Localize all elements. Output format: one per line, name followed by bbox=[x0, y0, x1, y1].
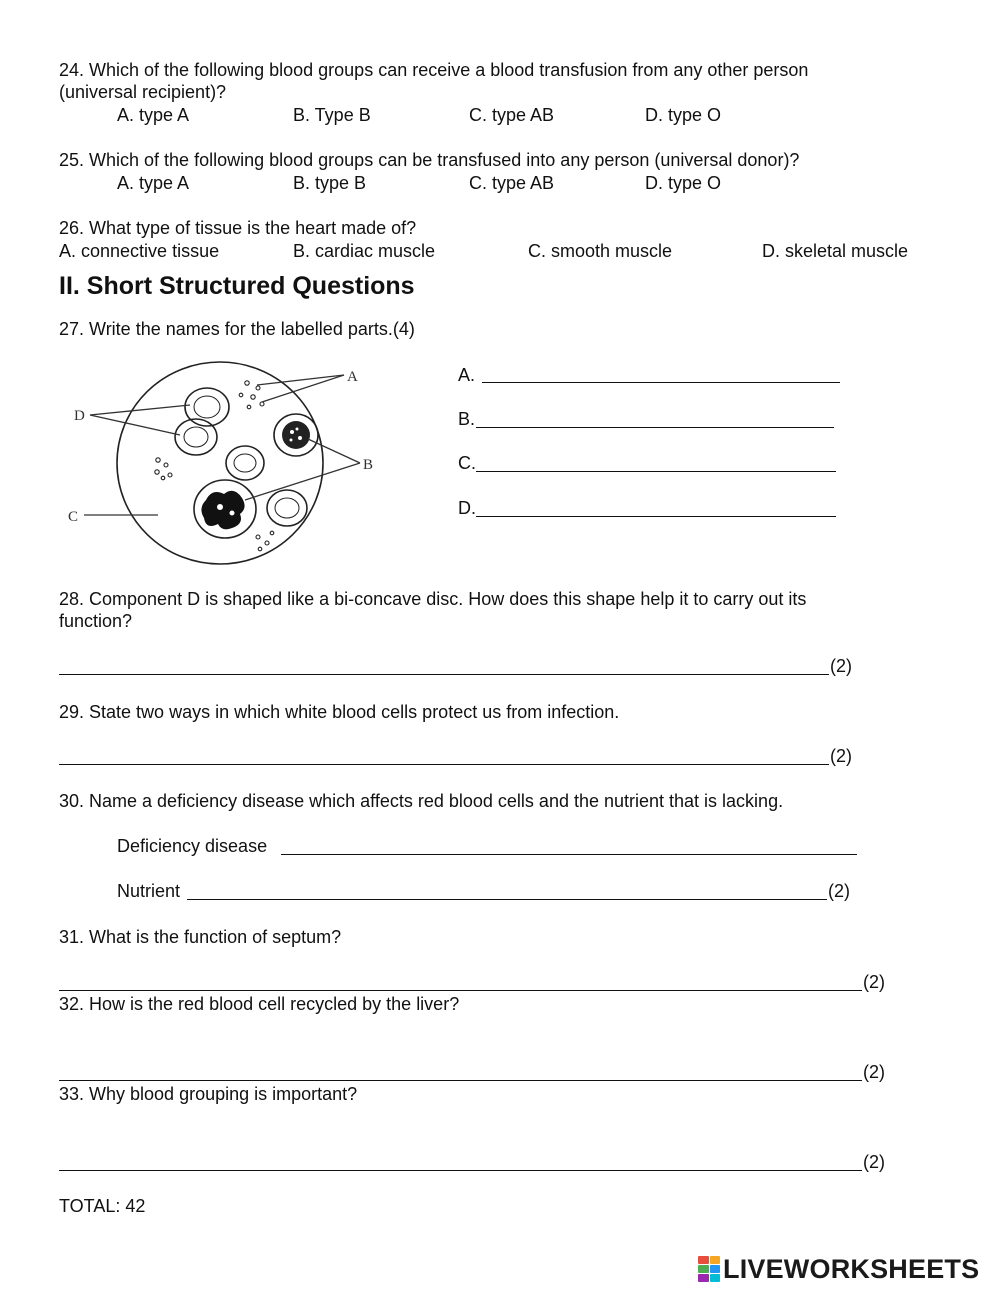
deficiency-disease-input[interactable] bbox=[281, 854, 857, 855]
q25-option-b[interactable]: B. type B bbox=[293, 173, 367, 193]
q24-text-line2: (universal recipient)? bbox=[59, 82, 227, 102]
q30-text: 30. Name a deficiency disease which affects red blood cells and the nutrient that is lacking. bbox=[59, 791, 784, 811]
q33-text: 33. Why blood grouping is important? bbox=[59, 1084, 358, 1104]
deficiency-disease-label: Deficiency disease bbox=[117, 836, 268, 856]
q28-marks: (2) bbox=[830, 656, 852, 676]
logo-square-1 bbox=[698, 1256, 709, 1264]
answer-a-input[interactable] bbox=[482, 382, 840, 383]
q33-marks: (2) bbox=[863, 1152, 885, 1172]
q28-text-line2: function? bbox=[59, 611, 133, 631]
q31-marks: (2) bbox=[863, 972, 885, 992]
answer-c-input[interactable] bbox=[476, 471, 836, 472]
q32-marks: (2) bbox=[863, 1062, 885, 1082]
answer-b-input[interactable] bbox=[476, 427, 834, 428]
q24-text-line1: 24. Which of the following blood groups can receive a blood transfusion from any other person bbox=[59, 60, 809, 80]
logo-square-2 bbox=[710, 1256, 721, 1264]
answer-label-b: B. bbox=[458, 409, 476, 429]
q32-answer-input[interactable] bbox=[59, 1080, 862, 1081]
q33-answer-input[interactable] bbox=[59, 1170, 862, 1171]
section-heading: II. Short Structured Questions bbox=[59, 272, 415, 300]
q26-option-c[interactable]: C. smooth muscle bbox=[528, 241, 673, 261]
q24-option-a[interactable]: A. type A bbox=[117, 105, 190, 125]
q25-option-a[interactable]: A. type A bbox=[117, 173, 190, 193]
answer-label-c: C. bbox=[458, 453, 476, 473]
diagram-label-b: B bbox=[363, 457, 374, 473]
blood-cells-diagram bbox=[62, 355, 382, 575]
q29-marks: (2) bbox=[830, 746, 852, 766]
red-cell-1 bbox=[185, 388, 229, 426]
q26-text: 26. What type of tissue is the heart made of? bbox=[59, 218, 417, 238]
logo-square-4 bbox=[710, 1265, 721, 1273]
answer-d-input[interactable] bbox=[476, 516, 836, 517]
logo-square-3 bbox=[698, 1265, 709, 1273]
q29-text: 29. State two ways in which white blood cells protect us from infection. bbox=[59, 702, 620, 722]
blood-cells-svg bbox=[62, 355, 382, 575]
q29-answer-input[interactable] bbox=[59, 764, 829, 765]
q30-marks: (2) bbox=[828, 881, 850, 901]
diagram-label-a: A bbox=[347, 369, 358, 385]
liveworksheets-logo[interactable] bbox=[698, 1254, 979, 1284]
red-cell-4 bbox=[267, 490, 307, 526]
diagram-label-c: C bbox=[68, 509, 79, 525]
q32-text: 32. How is the red blood cell recycled by the liver? bbox=[59, 994, 460, 1014]
q31-answer-input[interactable] bbox=[59, 990, 862, 991]
q28-text-line1: 28. Component D is shaped like a bi-concave disc. How does this shape help it to carry out its bbox=[59, 589, 807, 609]
answer-label-d: D. bbox=[458, 498, 476, 518]
q24-option-b[interactable]: B. Type B bbox=[293, 105, 371, 125]
q25-text: 25. Which of the following blood groups can be transfused into any person (universal donor)? bbox=[59, 150, 800, 170]
answer-label-a: A. bbox=[458, 365, 476, 385]
lymphocyte-nucleus bbox=[282, 421, 310, 449]
q25-option-d[interactable]: D. type O bbox=[645, 173, 722, 193]
neutrophil-nucleus bbox=[201, 491, 244, 530]
logo-square-5 bbox=[698, 1274, 709, 1282]
q24-option-d[interactable]: D. type O bbox=[645, 105, 722, 125]
logo-grid-icon bbox=[698, 1256, 720, 1282]
q27-text: 27. Write the names for the labelled parts.(4) bbox=[59, 319, 415, 339]
diagram-label-d: D bbox=[74, 408, 85, 424]
nutrient-label: Nutrient bbox=[117, 881, 181, 901]
q31-text: 31. What is the function of septum? bbox=[59, 927, 342, 947]
q28-answer-input[interactable] bbox=[59, 674, 829, 675]
q25-option-c[interactable]: C. type AB bbox=[469, 173, 555, 193]
q26-option-a[interactable]: A. connective tissue bbox=[59, 241, 220, 261]
q26-option-b[interactable]: B. cardiac muscle bbox=[293, 241, 436, 261]
logo-square-6 bbox=[710, 1274, 721, 1282]
nutrient-input[interactable] bbox=[187, 899, 827, 900]
total-score: TOTAL: 42 bbox=[59, 1196, 146, 1216]
logo-text: LIVEWORKSHEETS bbox=[723, 1253, 980, 1284]
red-cell-3 bbox=[226, 446, 264, 480]
q24-option-c[interactable]: C. type AB bbox=[469, 105, 555, 125]
q26-option-d[interactable]: D. skeletal muscle bbox=[762, 241, 909, 261]
